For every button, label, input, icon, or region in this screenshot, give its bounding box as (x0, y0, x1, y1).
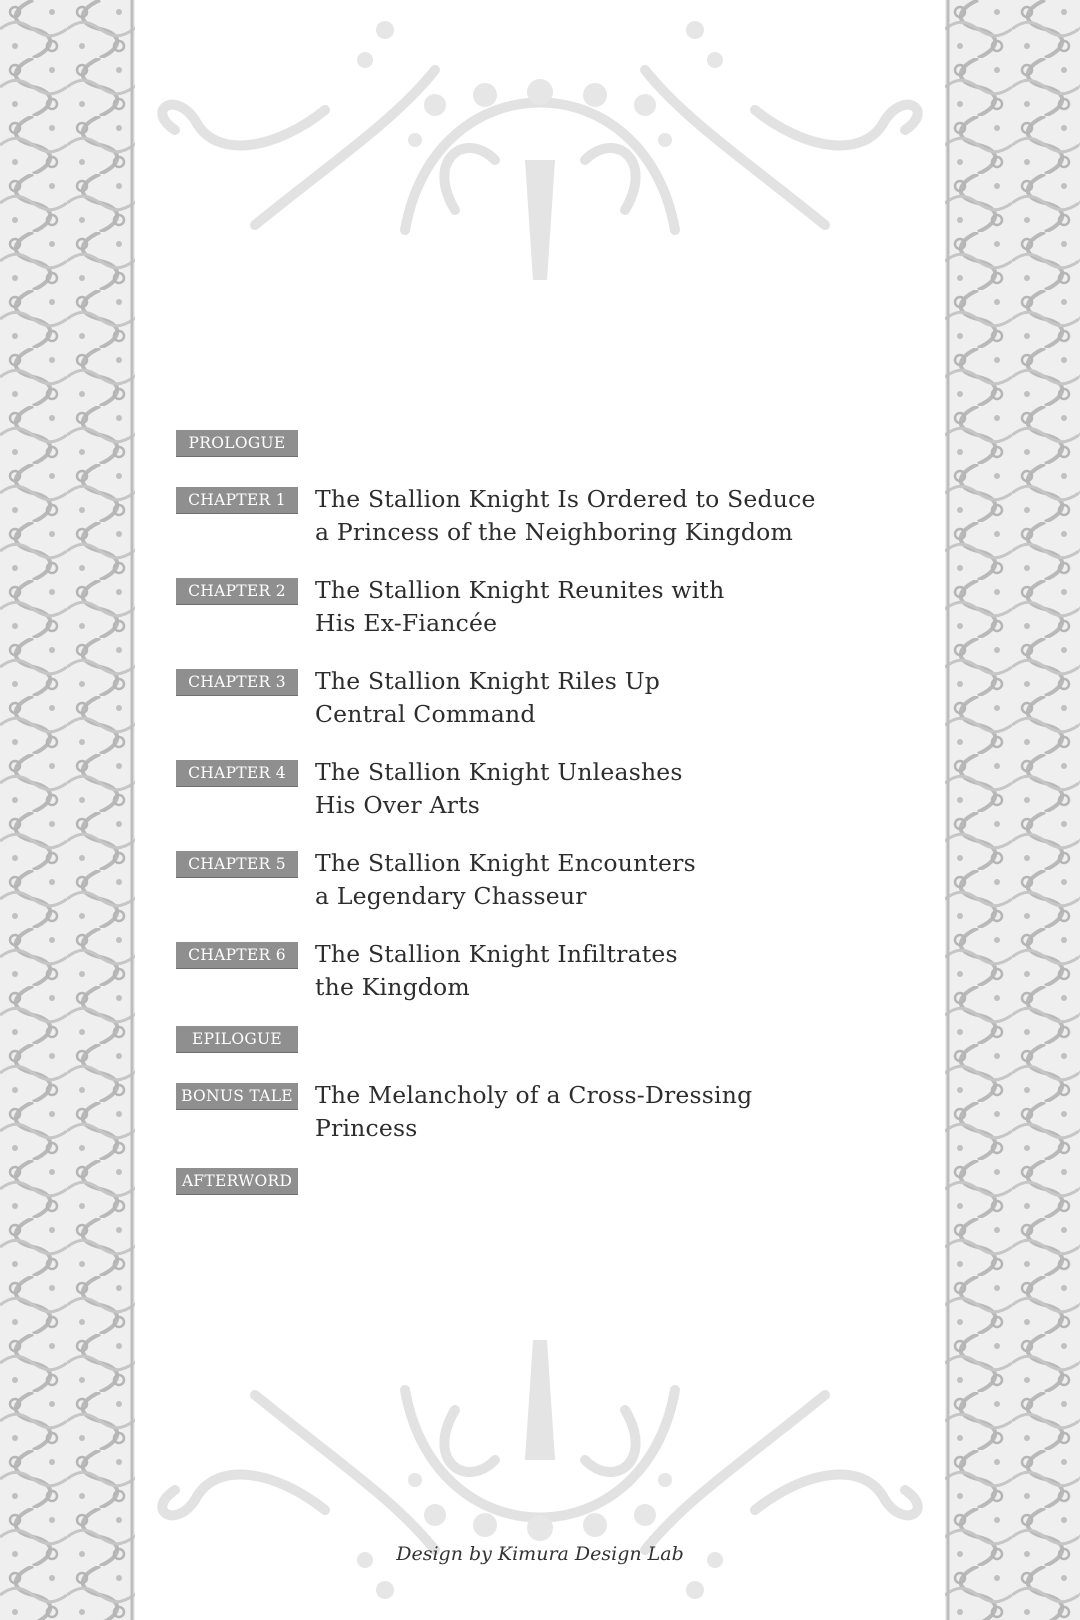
toc-title (315, 756, 875, 822)
toc-title (315, 847, 875, 913)
toc-title (315, 483, 875, 549)
toc-title-line: The Stallion Knight Riles Up (315, 667, 660, 695)
toc-title-line: His Over Arts (315, 791, 481, 819)
toc-badge: CHAPTER 3 (176, 669, 298, 696)
toc-badge: CHAPTER 2 (176, 578, 298, 605)
toc-badge: CHAPTER 6 (176, 942, 298, 969)
toc-title (315, 665, 875, 731)
top-ornament (135, 0, 945, 300)
toc-title-line: The Stallion Knight Encounters (315, 849, 696, 877)
toc-title-line: a Princess of the Neighboring Kingdom (315, 518, 793, 546)
bottom-ornament (135, 1320, 945, 1620)
toc-title-line: The Stallion Knight Is Ordered to Seduce (315, 485, 816, 513)
toc-title-line: a Legendary Chasseur (315, 882, 587, 910)
toc-title-line: Central Command (315, 700, 536, 728)
toc-badge: PROLOGUE (176, 430, 298, 457)
toc-title-line: Princess (315, 1114, 418, 1142)
toc-title-line: The Melancholy of a Cross-Dressing (315, 1081, 753, 1109)
left-ornamental-border (0, 0, 135, 1620)
toc-badge: BONUS TALE (176, 1083, 298, 1110)
toc-title-line: The Stallion Knight Reunites with (315, 576, 725, 604)
toc-title (315, 938, 875, 1004)
toc-title-line: His Ex-Fiancée (315, 609, 498, 637)
right-ornamental-border (945, 0, 1080, 1620)
toc-title-line: the Kingdom (315, 973, 470, 1001)
toc-badge: CHAPTER 4 (176, 760, 298, 787)
toc-title-line: The Stallion Knight Infiltrates (315, 940, 678, 968)
design-credit: Design by Kimura Design Lab (396, 1543, 684, 1565)
toc-title (315, 1079, 875, 1145)
toc-badge: CHAPTER 5 (176, 851, 298, 878)
toc-badge: CHAPTER 1 (176, 487, 298, 514)
toc-badge: AFTERWORD (176, 1168, 298, 1195)
toc-title-line: The Stallion Knight Unleashes (315, 758, 683, 786)
toc-badge: EPILOGUE (176, 1026, 298, 1053)
toc-title (315, 574, 875, 640)
